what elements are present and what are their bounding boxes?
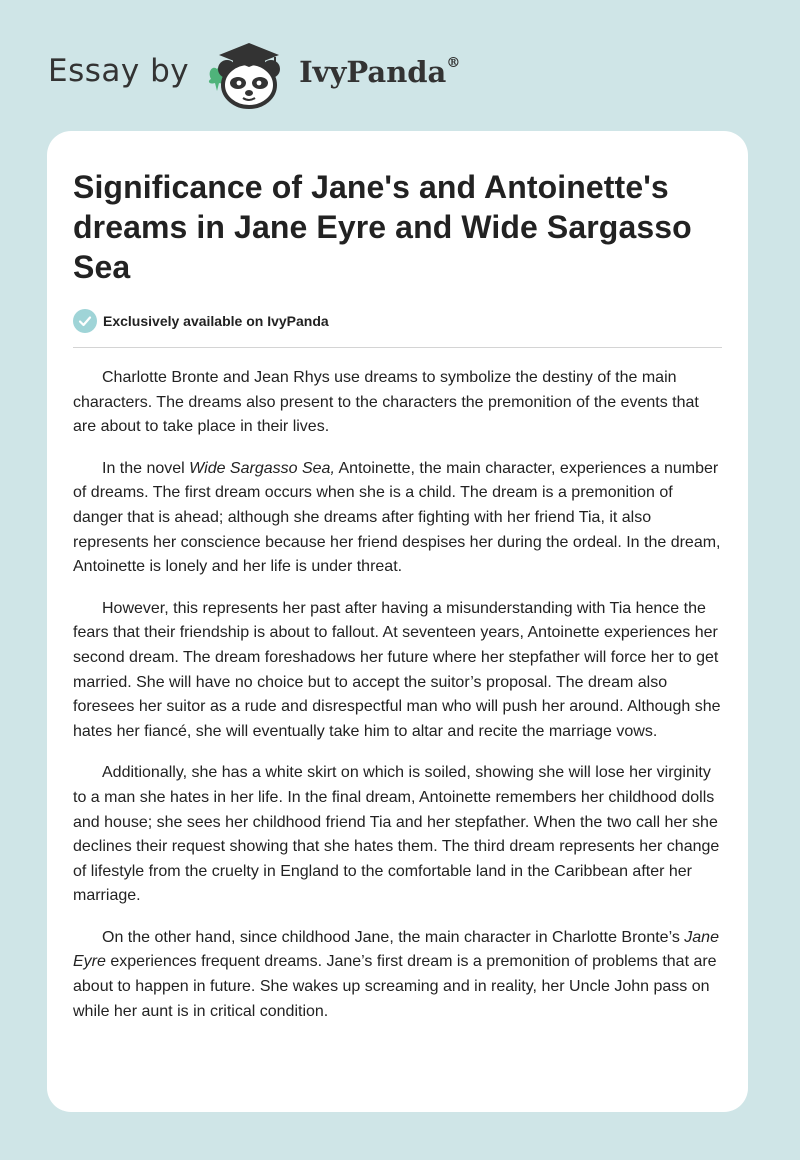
- book-title: Wide Sargasso Sea,: [189, 459, 335, 477]
- essay-paragraph: [73, 597, 722, 745]
- paragraph-text: experiences frequent dreams. Jane’s first dream is a premonition of problems that are about to happen in future. She wakes up screaming and in reality, her Uncle John pass on while her aunt is in critical condition.: [73, 953, 717, 1020]
- essay-title: Significance of Jane's and Antoinette's dreams in Jane Eyre and Wide Sargasso Sea: [73, 169, 692, 285]
- brand-prefix: Essay by: [48, 53, 190, 89]
- brand-name-text: IvyPanda: [299, 55, 447, 89]
- paragraph-text: On the other hand, since childhood Jane, the main character in Charlotte Bronte’s: [102, 928, 685, 946]
- paragraph-text: Charlotte Bronte and Jean Rhys use dreams to symbolize the destiny of the main characters. The dreams also present to the characters the premonition of the events that are about to take place in their lives.: [73, 369, 699, 436]
- divider: [73, 347, 722, 348]
- exclusive-badge-label: Exclusively available on IvyPanda: [103, 313, 329, 329]
- registered-mark: ®: [446, 55, 461, 71]
- paragraph-text: However, this represents her past after having a misunderstanding with Tia hence the fears that their friendship is about to fallout. At seventeen years, Antoinette experiences her second dream. The dream foreshadows her future where her stepfather will force her to get married. She will have no choice but to accept the suitor’s proposal. The dream also foresees her suitor as a rude and disrespectful man who will push her around. Although she hates her fiancé, she will eventually take him to altar and recite the marriage vows.: [73, 599, 721, 740]
- paragraph-text: Antoinette, the main character, experiences a number of dreams. The first dream occurs when she is a child. The dream is a premonition of danger that is ahead; although she dreams after fighting with her friend Tia, it also represents her conscience because her friend despises her during the ordeal. In the dream, Antoinette is lonely and her life is under threat.: [73, 459, 721, 576]
- paragraph-text: In the novel: [102, 459, 190, 477]
- essay-paragraph: [73, 926, 722, 1024]
- brand-name: [299, 55, 460, 89]
- essay-body: [73, 366, 722, 1024]
- exclusive-badge: [73, 309, 722, 333]
- essay-card: [47, 131, 748, 1112]
- brand-header: [48, 34, 460, 114]
- essay-paragraph: [73, 457, 722, 580]
- book-title: Jane Eyre: [73, 928, 719, 971]
- essay-paragraph: [73, 761, 722, 909]
- checkmark-circle-icon: [73, 309, 97, 333]
- essay-paragraph: [73, 366, 722, 440]
- paragraph-text: Additionally, she has a white skirt on which is soiled, showing she will lose her virginity to a man she hates in her life. In the final dream, Antoinette remembers her childhood dolls and house; she sees her childhood friend Tia and her stepfather. When the two call her she declines their request showing that she hates them. The third dream represents her change of lifestyle from the cruelty in England to the comfortable land in the Caribbean after her marriage.: [73, 764, 720, 905]
- panda-logo-icon: [203, 35, 295, 113]
